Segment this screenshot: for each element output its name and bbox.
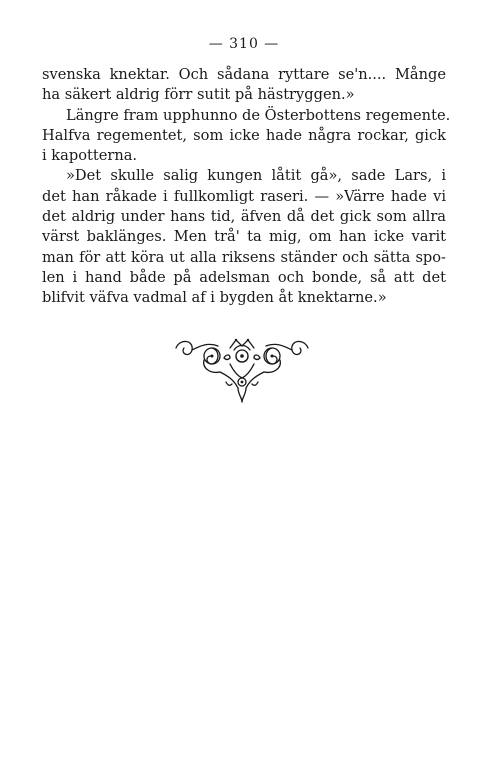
paragraph-1 [42,65,446,106]
text-line: svenska knektar. Och sådana ryttare se'n.... Månge [42,66,446,83]
paragraph-2 [42,106,451,167]
page-number: — 310 — [208,36,280,52]
text-line: »Det skulle salig kungen låtit gå», sade Lars, i [66,167,446,185]
text-line: värst baklänges. Men trå' ta mig, om han icke varit [42,228,446,246]
text-line: ha säkert aldrig förr sutit på hästryggen.» [42,86,355,104]
text-line: Längre fram upphunno de Österbottens regemente. [66,106,451,124]
text-line: blifvit väfva vadmal af i bygden åt knektarne.» [42,289,387,307]
text-line: det aldrig under hans tid, äfven då det gick som allra [42,208,446,226]
floral-scroll-vignette-icon [172,334,312,404]
text-line: len i hand både på adelsman och bonde, så att det [42,268,446,286]
body-text [42,65,451,309]
text-line: i kapotterna. [42,147,138,165]
paragraph-3 [42,166,446,308]
text-line: det han råkade i fullkomligt raseri. — »Värre hade vi [42,187,446,205]
text-line: Halfva regementet, som icke hade några rockar, gick [42,126,446,144]
text-line: man för att köra ut alla riksens ständer och sätta spo- [42,248,446,266]
